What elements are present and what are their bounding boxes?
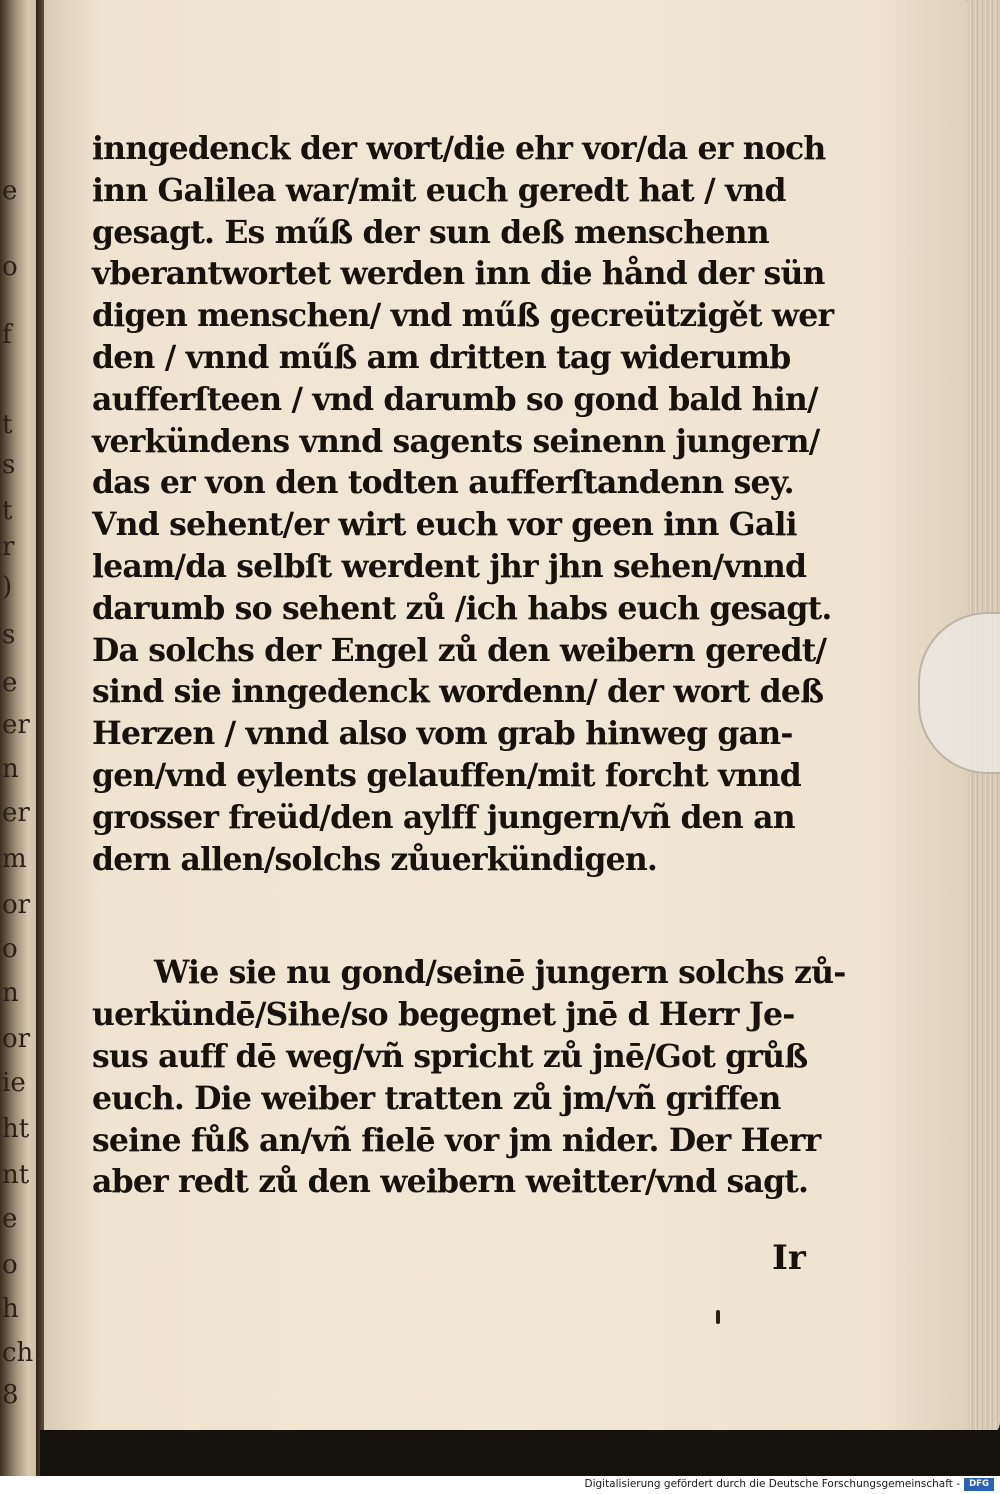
catchword: Ir [772,1238,806,1278]
left-fragment: ) [2,572,13,602]
left-fragment: 8 [2,1380,19,1410]
text-line: Da solchs der Engel zů den weibern geredt/ [92,631,827,669]
text-line: Wie sie nu gond/seinē jungern solchs zů- [154,954,846,992]
left-fragment: m [2,844,27,874]
left-fragment: n [2,754,19,784]
text-line: aber redt zů den weibern weitter/vnd sagt. [92,1163,809,1201]
left-fragment: o [2,934,18,964]
left-fragment: o [2,1250,18,1280]
text-line: das er von den todten aufferſtandenn sey. [92,464,794,502]
left-page-text-fragments [0,40,34,1410]
left-fragment: e [2,668,18,698]
left-fragment: o [2,252,18,282]
text-line: verkündens vnnd sagents seinenn jungern/ [92,422,820,460]
text-line: leam/da selbſt werdent jhr jhn sehen/vnnd [92,547,807,585]
text-line: grosser freüd/den aylff jungern/vñ den an [92,798,795,836]
text-line: Herzen / vnnd also vom grab hinweg gan- [92,715,793,753]
text-line: sind sie inngedenck wordenn/ der wort deß [92,673,824,711]
left-fragment: t [2,410,13,440]
left-fragment: or [2,890,31,920]
left-fragment: s [2,620,16,650]
text-line: Vnd sehent/er wirt euch vor geen inn Gali [92,506,797,544]
dfg-logo: DFG [964,1478,994,1491]
left-fragment: ht [2,1114,30,1144]
left-fragment: f [2,320,12,350]
footer-bar [0,1476,1000,1494]
left-fragment: t [2,496,13,526]
text-line: den / vnnd műß am dritten tag widerumb [92,338,791,376]
ink-mark [716,1310,720,1324]
funding-credit: Digitalisierung gefördert durch die Deutsche Forschungsgemeinschaft - [584,1478,960,1490]
left-fragment: nt [2,1160,30,1190]
left-fragment: er [2,798,30,828]
text-line: darumb so sehent zů /ich habs euch gesagt. [92,589,832,627]
text-line: digen menschen/ vnd műß gecreützigět wer [92,297,834,335]
text-line: aufferſteen / vnd darumb so gond bald hin/ [92,380,818,418]
left-fragment: e [2,1204,18,1234]
left-fragment: or [2,1024,31,1054]
text-line: seine fůß an/vñ fielē vor jm nider. Der Herr [92,1121,821,1159]
text-line: sus auff dē weg/vñ spricht zů jnē/Got grůß [92,1037,808,1075]
paragraph-gap [92,880,827,952]
left-fragment: ie [2,1068,26,1098]
text-line: euch. Die weiber tratten zů jm/vñ griffen [92,1079,781,1117]
page-text [92,128,846,1203]
text-line: vberantwortet werden inn die hånd der sün [92,255,825,293]
text-line: gen/vnd eylents gelauffen/mit forcht vnnd [92,756,801,794]
text-line: dern allen/solchs zůuerkündigen. [92,840,658,878]
left-fragment: ch [2,1338,34,1368]
text-line: uerkündē/Sihe/so begegnet jnē d Herr Je- [92,996,795,1034]
text-line: gesagt. Es műß der sun deß menschenn [92,213,769,251]
left-fragment: n [2,978,19,1008]
left-fragment: r [2,532,15,562]
text-line: inn Galilea war/mit euch geredt hat / vnd [92,171,786,209]
text-line: inngedenck der wort/die ehr vor/da er noch [92,130,826,167]
left-fragment: s [2,450,16,480]
left-fragment: er [2,710,30,740]
left-fragment: e [2,176,18,206]
bottom-shadow [40,1430,1000,1476]
left-fragment: h [2,1294,19,1324]
